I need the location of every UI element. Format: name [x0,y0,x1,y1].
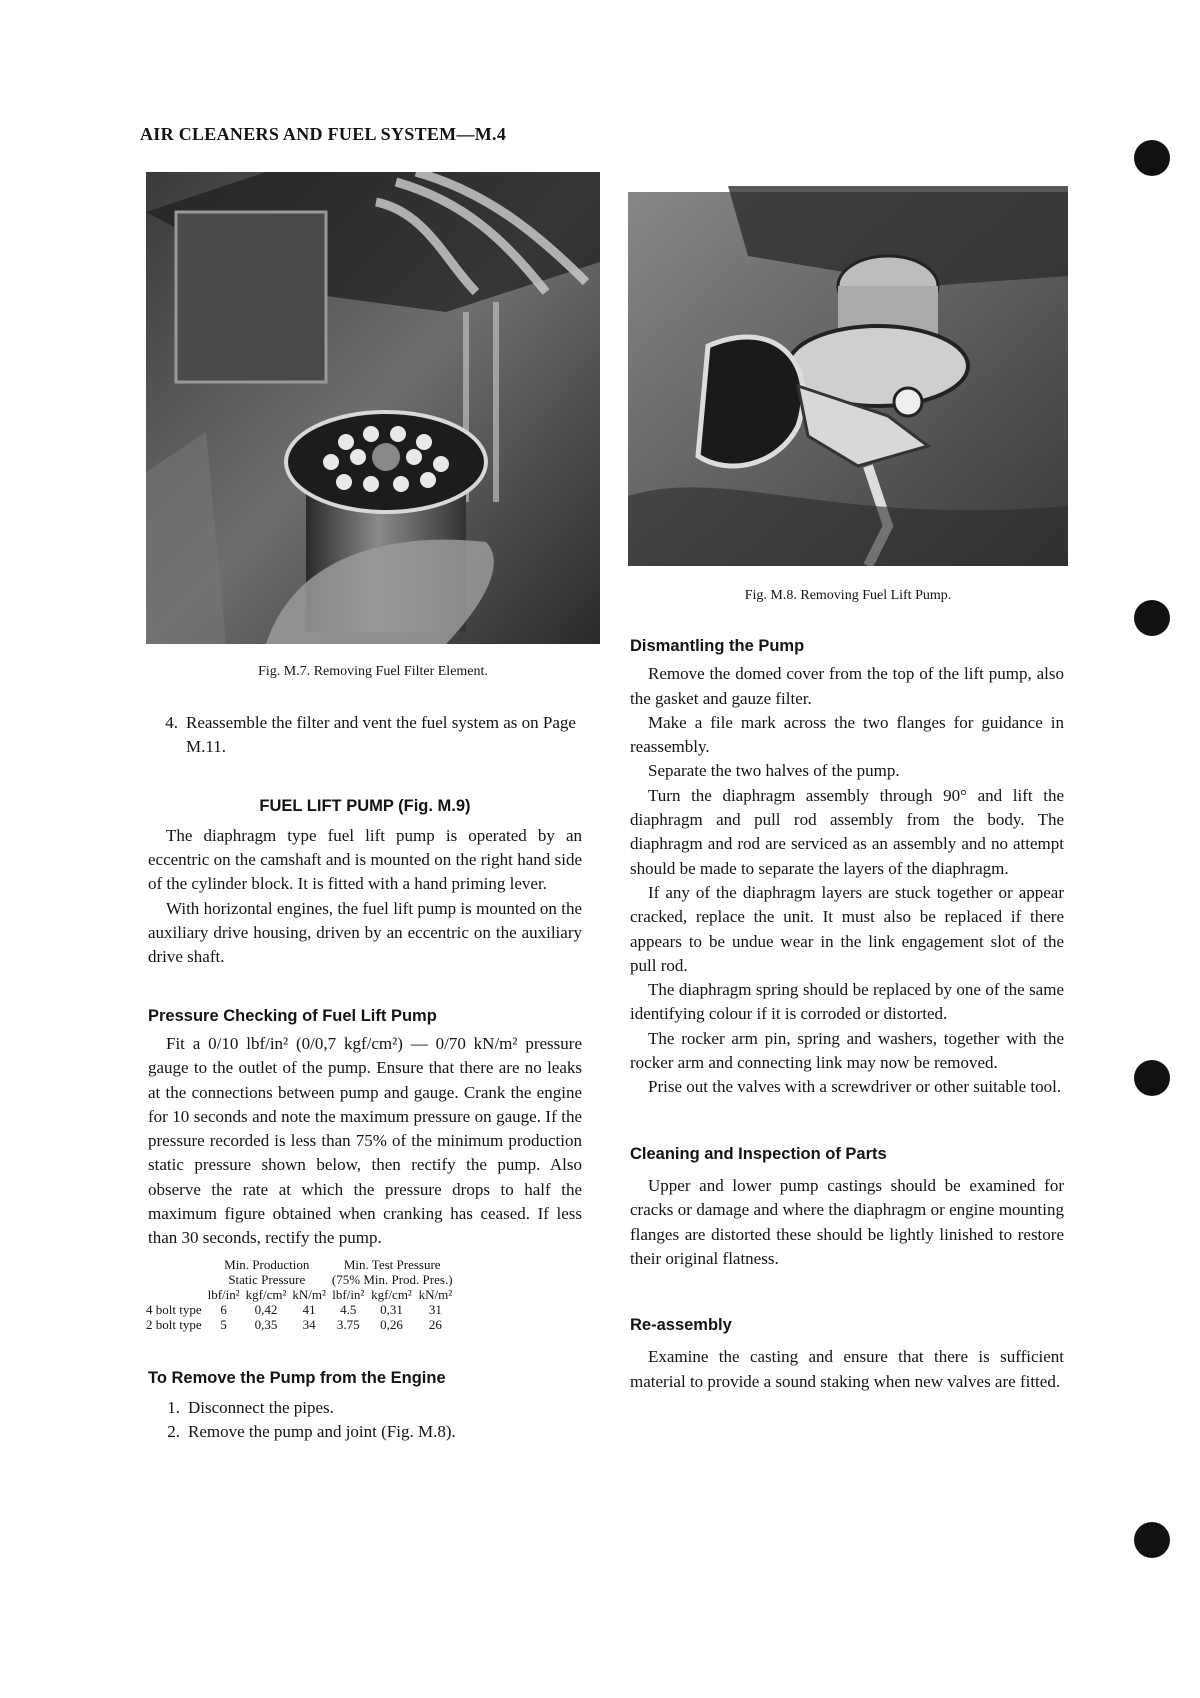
punch-hole [1134,600,1170,636]
figure-m8-caption: Fig. M.8. Removing Fuel Lift Pump. [744,588,952,603]
section-heading: Cleaning and Inspection of Parts [630,1144,887,1163]
page-title: AIR CLEANERS AND FUEL SYSTEM—M.4 [140,124,507,144]
section-heading: FUEL LIFT PUMP (Fig. M.9) [259,796,471,815]
table-cell: 0,35 [254,1316,278,1332]
table-group-header: (75% Min. Prod. Pres.) [331,1271,453,1287]
paragraph: With horizontal engines, the fuel lift pump is mounted on the auxiliary drive housing, driven by an eccentric on the auxiliary drive shaft. [148,898,582,967]
figure-m8-photo [628,166,1068,566]
table-cell: 41 [302,1301,316,1317]
paragraph: Turn the diaphragm assembly through 90° and lift the diaphragm and pull rod assembly from the body. The diaphragm and rod are serviced as an assembly and no attempt should be made to separate the layers of the diaphragm. [630,785,1064,878]
table-cell: 34 [302,1316,316,1332]
table-group-header: Min. Production [224,1256,310,1272]
section-heading: Re-assembly [630,1316,732,1335]
paragraph: Fit a 0/10 lbf/in² (0/0,7 kgf/cm²) — 0/70 kN/m² pressure gauge to the outlet of the pump. Ensure that there are no leaks at the connections between pump and gauge. Crank the engine for 10 seconds and note the maximum pressure on gauge. If the pressure recorded is less than 75% of the minimum production static pressure shown below, then rectify the pump. Also observe the rate at which the pressure drops to half the maximum figure obtained when cranking has ceased. If less than 30 seconds, rectify the pump. [148,1033,582,1248]
figure-m7-caption: Fig. M.7. Removing Fuel Filter Element. [258,664,488,679]
list-text: Disconnect the pipes. [188,1397,334,1417]
table-group-header: Min. Test Pressure [343,1256,441,1272]
list-number: 2. [167,1422,180,1442]
left-column [148,711,582,1445]
list-item [148,1396,582,1420]
list-item [146,711,582,760]
punch-hole [1134,1060,1170,1096]
paragraph: Make a file mark across the two flanges for guidance in reassembly. [630,712,1064,757]
punch-hole [1134,140,1170,176]
table-cell: 0,42 [254,1301,278,1317]
punch-hole [1134,1522,1170,1558]
pressure-table [146,1257,456,1332]
table-group-header: Static Pressure [228,1271,306,1287]
section-heading: Pressure Checking of Fuel Lift Pump [148,1006,437,1025]
paragraph: If any of the diaphragm layers are stuck together or appear cracked, replace the unit. It must also be replaced if there appears to be undue wear in the link engagement slot of the pull rod. [630,882,1064,975]
table-row [146,1302,456,1317]
table-cell: 0,31 [380,1301,403,1317]
paragraph: Upper and lower pump castings should be examined for cracks or damage and where the diaphragm or engine mounting flanges are distorted these should be lightly linished to restore their original flatness. [630,1175,1064,1268]
table-unit: kgf/cm² [245,1286,287,1302]
table-unit: lbf/in² [207,1286,240,1302]
list-item [148,1420,582,1444]
paragraph: Examine the casting and ensure that there is sufficient material to provide a sound staking when new valves are fitted. [630,1347,1064,1391]
table-unit: lbf/in² [332,1286,365,1302]
table-cell: 3.75 [336,1316,360,1332]
list-number: 1. [167,1397,180,1417]
right-column [630,634,1064,1394]
section-heading: Dismantling the Pump [630,637,805,655]
figure-m7-photo [146,172,600,644]
paragraph: The rocker arm pin, spring and washers, together with the rocker arm and connecting link may now be removed. [630,1028,1064,1073]
table-unit: kgf/cm² [371,1286,412,1302]
list-text: Reassemble the filter and vent the fuel system as on Page M.11. [186,713,576,757]
list-text: Remove the pump and joint (Fig. M.8). [188,1422,456,1442]
paragraph: The diaphragm type fuel lift pump is operated by an eccentric on the camshaft and is mounted on the right hand side of the cylinder block. It is fitted with a hand priming lever. [148,825,582,894]
list-number: 4. [165,713,178,732]
table-cell: 4.5 [340,1301,357,1317]
paragraph: Remove the domed cover from the top of the lift pump, also the gasket and gauze filter. [630,664,1064,708]
table-row-label: 2 bolt type [146,1316,202,1332]
table-unit: kN/m² [292,1286,326,1302]
table-cell: 0,26 [380,1316,403,1332]
table-row [146,1317,456,1332]
paragraph: Separate the two halves of the pump. [648,761,900,781]
table-cell: 26 [428,1316,442,1332]
table-cell: 31 [428,1301,442,1317]
table-unit: kN/m² [418,1286,453,1302]
table-cell: 5 [220,1316,227,1332]
section-heading: To Remove the Pump from the Engine [148,1368,446,1387]
paragraph: Prise out the valves with a screwdriver or other suitable tool. [648,1077,1062,1097]
table-row-label: 4 bolt type [146,1301,202,1317]
paragraph: The diaphragm spring should be replaced by one of the same identifying colour if it is corroded or distorted. [630,980,1064,1024]
table-cell: 6 [220,1301,227,1317]
